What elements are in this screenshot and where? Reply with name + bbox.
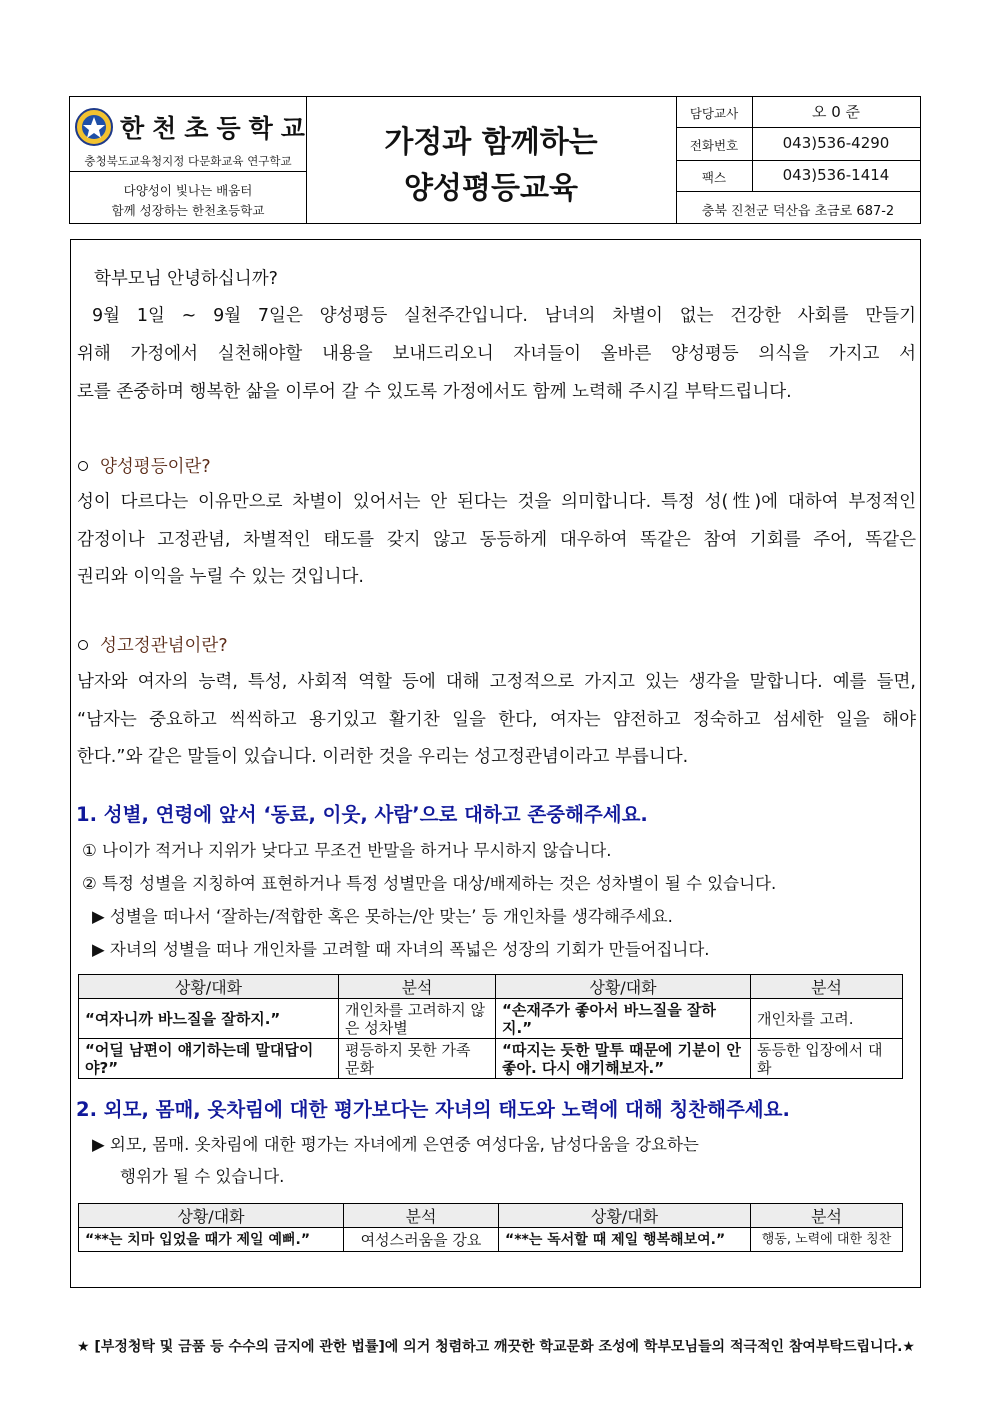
paragraph-line: 남자와 여자의 능력, 특성, 사회적 역할 등에 대해 고정적으로 가지고 있는 생각을 말합니다. 예를 들면,	[77, 672, 916, 692]
example-table	[78, 1203, 903, 1252]
table-cell: “손재주가 좋아서 바느질을 잘하지.”	[496, 999, 751, 1039]
header-divider	[676, 127, 920, 128]
table-row	[79, 1039, 903, 1079]
table-row	[79, 999, 903, 1039]
intro-line: 위해 가정에서 실천해야할 내용을 보내드리오니 자녀들이 올바른 양성평등 의식을 가지고 서	[77, 344, 916, 364]
list-item: ① 나이가 적거나 지위가 낮다고 무조건 반말을 하거나 무시하지 않습니다.	[82, 841, 612, 860]
table-cell: “**는 치마 입었을 때가 제일 예뻐.”	[79, 1228, 344, 1252]
header-divider	[676, 160, 920, 161]
list-item: ▶ 성별을 떠나서 ‘잘하는/적합한 혹은 못하는/안 맞는’ 등 개인차를 생각해주세요.	[92, 907, 673, 926]
list-item: ▶ 외모, 몸매. 옷차림에 대한 평가는 자녀에게 은연중 여성다움, 남성다움을 강요하는	[92, 1135, 699, 1154]
header-divider	[70, 171, 306, 172]
school-logo-icon	[74, 107, 114, 147]
paragraph-line: 한다.”와 같은 말들이 있습니다. 이러한 것을 우리는 성고정관념이라고 부릅니다.	[77, 747, 689, 767]
point-heading: 2. 외모, 몸매, 옷차림에 대한 평가보다는 자녀의 태도와 노력에 대해 칭찬해주세요.	[76, 1098, 790, 1121]
table-cell: 동등한 입장에서 대화	[751, 1039, 903, 1079]
list-item: ② 특정 성별을 지칭하여 표현하거나 특정 성별만을 대상/배제하는 것은 성차별이 될 수 있습니다.	[82, 874, 777, 893]
info-value: 043)536-4290	[782, 134, 890, 152]
paragraph-line: 권리와 이익을 누릴 수 있는 것입니다.	[77, 567, 364, 587]
info-label: 전화번호	[689, 138, 739, 153]
info-value: 043)536-1414	[782, 166, 890, 184]
paragraph-line: 감정이나 고정관념, 차별적인 태도를 갖지 않고 동등하게 대우하여 똑같은 참여 기회를 주어, 똑같은	[77, 530, 916, 550]
footer-notice: ★ [부정청탁 및 금품 등 수수의 금지에 관한 법률]에 의거 청렴하고 깨끗한 학교문화 조성에 학부모님들의 적극적인 참여부탁드립니다.★	[77, 1339, 915, 1355]
motto-line: 다양성이 빛나는 배움터	[123, 183, 253, 198]
table-cell: 여성스러움을 강요	[344, 1228, 499, 1252]
header-divider	[676, 191, 920, 192]
info-value: 오 0 준	[811, 103, 861, 121]
table-header: 상황/대화	[79, 1204, 344, 1228]
table-cell: 행동, 노력에 대한 칭찬	[751, 1228, 903, 1252]
table-header: 상황/대화	[79, 975, 339, 999]
school-address: 충북 진천군 덕산읍 초금로 687-2	[701, 204, 895, 219]
circle-bullet-icon	[78, 461, 88, 471]
table-header: 상황/대화	[496, 975, 751, 999]
greeting: 학부모님 안녕하십니까?	[94, 269, 278, 289]
school-name: 한천초등학교	[120, 114, 313, 143]
circle-bullet-icon	[78, 640, 88, 650]
motto-line: 함께 성장하는 한천초등학교	[111, 203, 265, 218]
table-header: 분석	[751, 975, 903, 999]
table-row	[79, 1228, 903, 1252]
table-cell: “여자니까 바느질을 잘하지.”	[79, 999, 339, 1039]
table-header: 분석	[344, 1204, 499, 1228]
intro-line: 로를 존중하며 행복한 삶을 이루어 갈 수 있도록 가정에서도 함께 노력해 주시길 부탁드립니다.	[77, 382, 792, 402]
newsletter-header	[69, 96, 921, 224]
intro-line: 9월 1일 ~ 9월 7일은 양성평등 실천주간입니다. 남녀의 차별이 없는 건강한 사회를 만들기	[92, 306, 916, 326]
list-item: ▶ 자녀의 성별을 떠나 개인차를 고려할 때 자녀의 폭넓은 성장의 기회가 만들어집니다.	[92, 940, 710, 959]
list-item: 행위가 될 수 있습니다.	[120, 1167, 285, 1186]
paragraph-line: 성이 다르다는 이유만으로 차별이 있어서는 안 된다는 것을 의미합니다. 특정 성(性)에 대하여 부정적인	[77, 492, 916, 512]
point-heading: 1. 성별, 연령에 앞서 ‘동료, 이웃, 사람’으로 대하고 존중해주세요.	[76, 803, 648, 826]
table-header: 분석	[339, 975, 496, 999]
info-label: 담당교사	[689, 106, 739, 121]
table-cell: 평등하지 못한 가족 문화	[339, 1039, 496, 1079]
section-heading: 성고정관념이란?	[78, 632, 228, 657]
example-table	[78, 974, 903, 1079]
newsletter-title: 가정과 함께하는	[384, 125, 598, 160]
table-header: 상황/대화	[499, 1204, 751, 1228]
section-heading: 양성평등이란?	[78, 453, 211, 478]
research-school-label: 충청북도교육청지정 다문화교육 연구학교	[84, 154, 292, 168]
newsletter-subtitle: 양성평등교육	[404, 171, 578, 206]
table-cell: “어딜 남편이 얘기하는데 말대답이야?”	[79, 1039, 339, 1079]
table-cell: 개인차를 고려.	[751, 999, 903, 1039]
table-header: 분석	[751, 1204, 903, 1228]
table-cell: 개인차를 고려하지 않은 성차별	[339, 999, 496, 1039]
table-cell: “**는 독서할 때 제일 행복해보여.”	[499, 1228, 751, 1252]
info-label: 팩스	[701, 170, 727, 185]
paragraph-line: “남자는 중요하고 씩씩하고 용기있고 활기찬 일을 한다, 여자는 얌전하고 정숙하고 섬세한 일을 해야	[77, 710, 916, 730]
table-cell: “따지는 듯한 말투 때문에 기분이 안 좋아. 다시 얘기해보자.”	[496, 1039, 751, 1079]
